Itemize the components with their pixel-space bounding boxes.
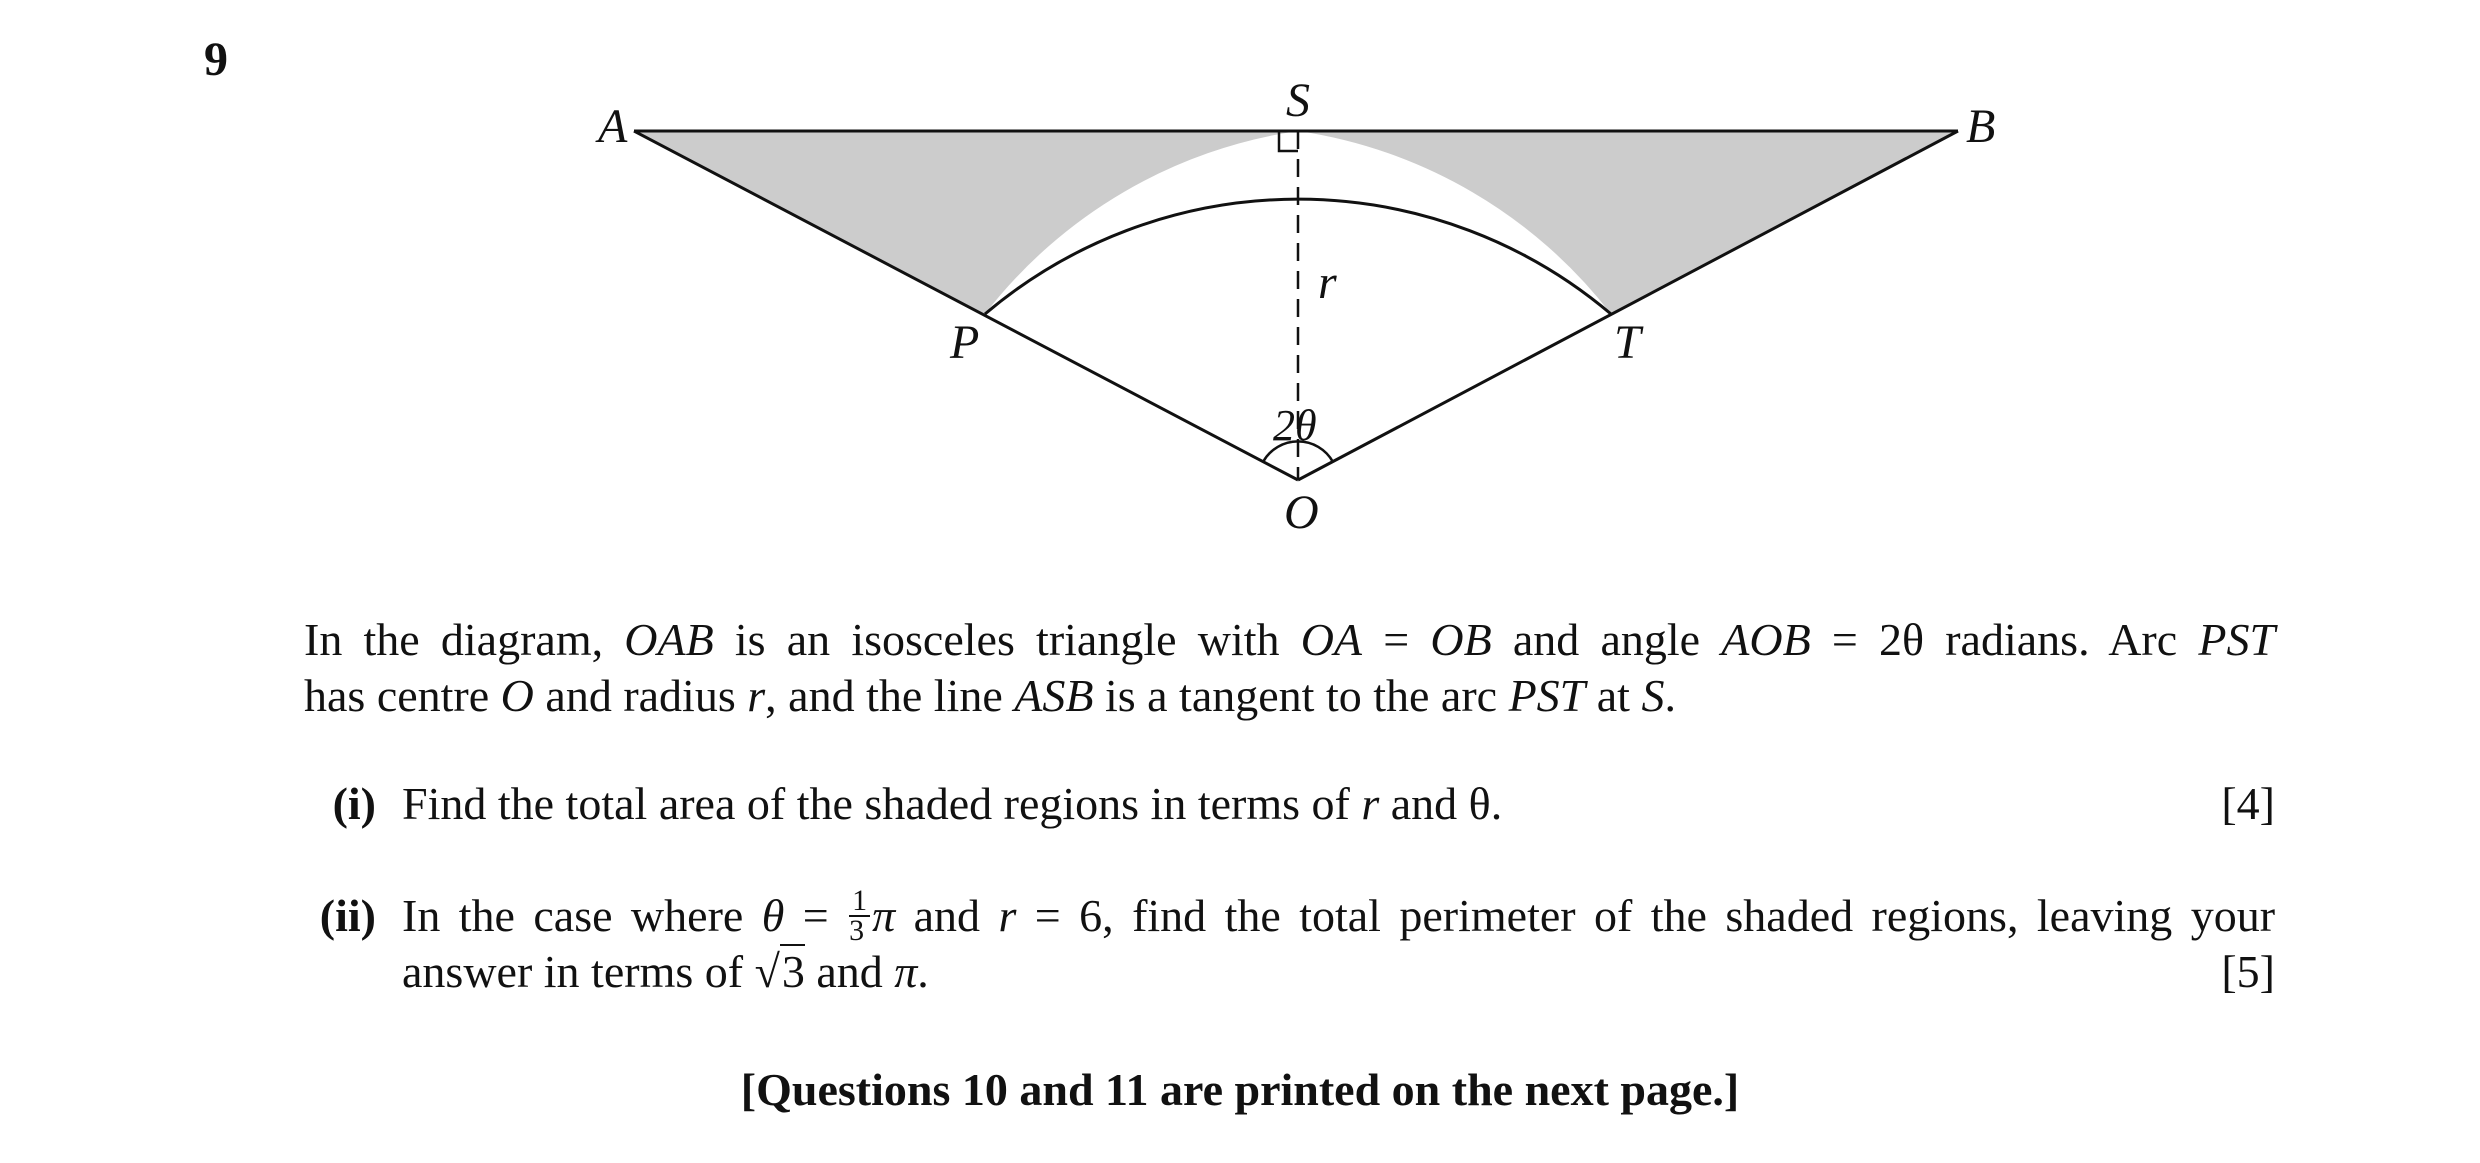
part-i-text: Find the total area of the shaded regions in terms of r and θ. [402, 778, 1503, 829]
fraction-one-third: $\frac{1}{3}$ [849, 887, 870, 945]
shaded-region-right [1298, 131, 1958, 314]
part-i [304, 776, 2275, 832]
sqrt-argument: 3 [781, 946, 805, 997]
intro-line-1: In the diagram, OAB is an isosceles triangle with OA = OB and angle AOB = 2θ radians. Arc PST [304, 614, 2276, 665]
label-r: r [1318, 256, 1337, 309]
part-ii-line-2: answer in terms of √3 and π. [402, 946, 929, 997]
intro-line-2: has centre O and radius r, and the line ASB is a tangent to the arc PST at S. [304, 670, 1676, 721]
next-page-notice: [Questions 10 and 11 are printed on the next page.] [740, 1064, 1740, 1115]
label-p: P [950, 316, 980, 369]
sqrt-symbol: √ [754, 946, 780, 997]
part-i-label: (i) [332, 778, 376, 829]
label-angle: 2θ [1273, 401, 1317, 450]
part-ii-label: (ii) [319, 890, 376, 941]
right-angle-marker [1279, 131, 1298, 151]
label-s: S [1286, 74, 1310, 127]
label-b: B [1966, 100, 1996, 153]
question-number: 9 [204, 33, 228, 86]
label-t: T [1614, 316, 1641, 369]
label-o: O [1284, 486, 1319, 539]
part-i-marks: [4] [2221, 778, 2275, 829]
shaded-region-left [634, 131, 1298, 314]
part-ii-line-1: In the case where θ = $\frac{1}{3}$ π and r = 6, find the total perimeter of the shaded regions, leaving your [402, 884, 2276, 948]
geometry-diagram [0, 0, 2480, 560]
label-a: A [598, 100, 628, 153]
part-ii-line-2-row [304, 944, 2275, 1000]
part-ii-marks: [5] [2221, 946, 2275, 997]
part-ii [304, 884, 2276, 948]
